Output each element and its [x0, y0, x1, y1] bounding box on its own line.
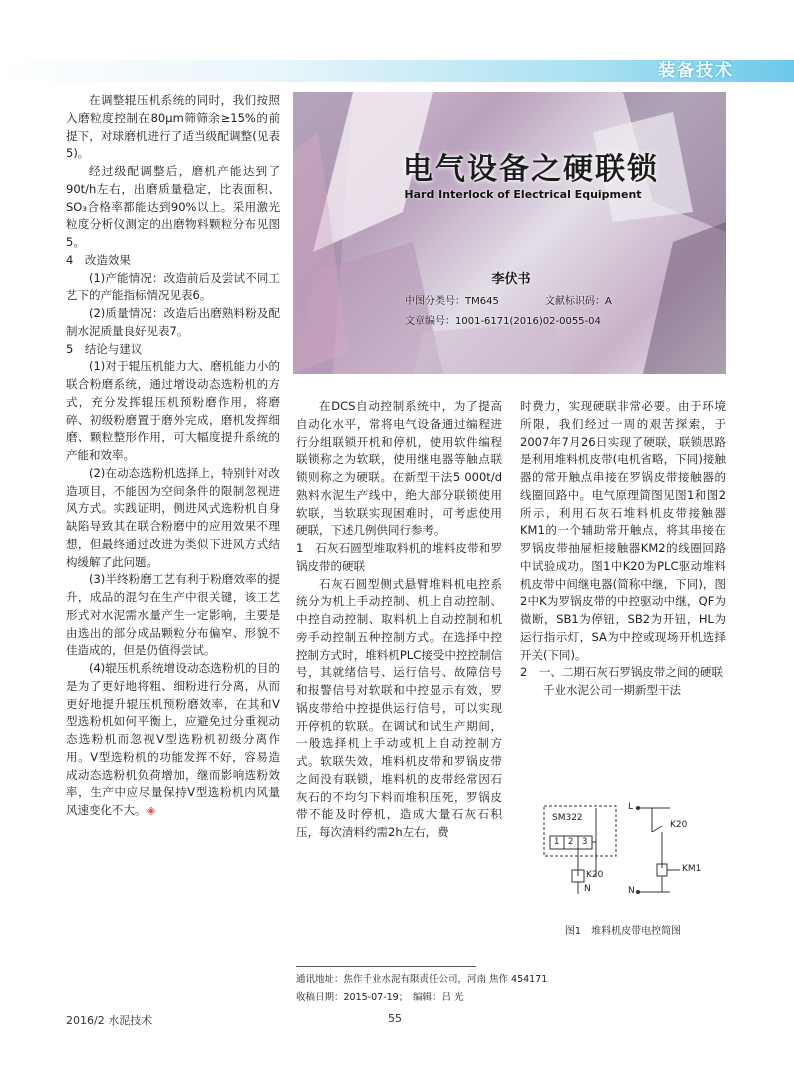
article-number: 文章编号：1001-6171(2016)02-0055-04 [405, 316, 601, 327]
end-diamond-icon: ◈ [146, 803, 156, 817]
footnote-divider [296, 966, 476, 967]
article-title: 电气设备之硬联锁 [403, 152, 659, 187]
paragraph: 石灰石圆型侧式悬臂堆料机电控系统分为机上手动控制、机上自动控制、中控自动控制、取料机上自动控制和机旁手动控制五种控制方式。在选择中控控制方式时，堆料机PLC接受中控控制信号，其就绪信号、运行信号、故障信号和报警信号对软联和中控显示有效，罗锅皮带给中控提供运行信号，可以实现开停机的软联。在调试和试生产期间，一般选择机上手动或机上自动控制方式。软联失效，堆料机皮带和罗锅皮带之间没有联锁，堆料机的皮带经常因石灰石的不均匀下料而堆积压死，罗锅皮带不能及时停机，造成大量石灰石积压，每次清料约需2h左右，费 [296, 576, 502, 839]
relay-coil-label: K20 [586, 870, 604, 880]
neutral-label: N [584, 884, 591, 894]
article-subtitle: Hard Interlock of Electrical Equipment [404, 188, 642, 201]
paragraph: (1)产能情况：改造前后及尝试不同工艺下的产能指标情况见表6。 [66, 270, 280, 303]
contactor-label: KM1 [682, 864, 702, 874]
neutral-label: N [628, 886, 635, 896]
paragraph: 在DCS自动控制系统中，为了提高自动化水平，常将电气设备通过编程进行分组联锁开机和停机，使用软件编程联锁称之为软联，使用继电器等触点联锁则称之为硬联。在新型干法5 000t/d熟料水泥生产线中，绝大部分联锁使用软联，当软联实现困难时，可考虑使用硬联，下述几例供同行参考。 [296, 399, 502, 538]
page-number: 55 [388, 1012, 402, 1025]
clc-number: 中图分类号：TM645 [405, 296, 499, 307]
terminal-1-label: 1 [554, 837, 560, 847]
figure-1 [520, 798, 726, 938]
paragraph: 在调整辊压机系统的同时，我们按照入磨粒度控制在80μm筛筛余≥15%的前提下，对球磨机进行了适当级配调整(见表5)。 [66, 93, 280, 161]
paragraph: (2)质量情况：改造后出磨熟料粉及配制水泥质量良好见表7。 [66, 306, 280, 338]
section-heading: 4 改造效果 [66, 252, 131, 267]
circuit-diagram [520, 798, 726, 918]
article-banner [293, 92, 726, 374]
plc-label: SM322 [552, 813, 583, 823]
paragraph: 经过级配调整后，磨机产能达到了90t/h左右，出磨质量稳定，比表面积、SO₃合格率都能达到90%以上。采用激光粒度分析仪测定的出磨物料颗粒分布见图5。 [66, 164, 280, 249]
paragraph: 千业水泥公司一期新型干法 [543, 683, 681, 697]
footnote-received: 收稿日期：2015-07-19； 编辑：吕 光 [296, 992, 464, 1003]
middle-column [296, 398, 502, 842]
relay-contact-label: K20 [670, 820, 688, 830]
footer-journal: 2016/2 水泥技术 [66, 1014, 153, 1027]
terminal-2-label: 2 [568, 837, 574, 847]
left-column [66, 92, 280, 820]
paragraph-text: (4)辊压机系统增设动态选粉机的目的是为了更好地将粗、细粉进行分离，从而更好地提升辊压机预粉磨效率，在其和V型选粉机如何平衡上，应避免过分重视动态选粉机而忽视V型选粉机初级分离作用。V型选粉机的功能发挥不好，容易造成动态选粉机负荷增加，继而影响选粉效率，生产中应尽量保持V型选粉机内风量风速变化不大。 [66, 661, 280, 817]
footnote-address: 通讯地址：焦作千业水泥有限责任公司，河南 焦作 454171 [296, 974, 548, 985]
section-heading: 1 石灰石圆型堆取料机的堆料皮带和罗锅皮带的硬联 [296, 541, 502, 573]
document-code: 文献标识码：A [545, 296, 612, 307]
abstract-background-graphic [293, 92, 726, 374]
section-heading: 5 结论与建议 [66, 341, 143, 356]
paragraph: (1)对于辊压机能力大、磨机能力小的联合粉磨系统，通过增设动态选粉机的方式，充分发挥辊压机预粉磨作用，将磨碎、初级粉磨置于磨外完成，磨机发挥细磨、颗粒整形作用，可大幅度提升系统的产能和效率。 [66, 359, 280, 462]
right-column [520, 398, 726, 700]
author: 李伏书 [491, 272, 531, 287]
paragraph [66, 660, 280, 820]
figure-caption: 图1 堆料机皮带电控简图 [564, 926, 682, 937]
section-heading: 2 一、二期石灰石罗锅皮带之间的硬联 [520, 665, 723, 680]
section-title: 装备技术 [658, 61, 734, 81]
paragraph: (2)在动态选粉机选择上，特别针对改造项目，不能因为空间条件的限制忽视进风方式。实践证明，侧进风式选粉机自身缺陷导致其在联合粉磨中的应用效果不理想，但最终通过改进为类似下进风方式结构缓解了此问题。 [66, 465, 280, 569]
line-label: L [628, 802, 634, 812]
paragraph: (3)半终粉磨工艺有利于粉磨效率的提升，成品的混匀在生产中很关键，该工艺形式对水泥需水量产生一定影响，主要是由选出的部分成品颗粒分布偏窄、形貌不佳造成的，但是仍值得尝试。 [66, 572, 280, 658]
terminal-3-label: 3 [582, 837, 588, 847]
paragraph: 时费力，实现硬联非常必要。由于环境所限，我们经过一周的艰苦探索，于2007年7月26日实现了硬联，联锁思路是利用堆料机皮带(电机省略，下同)接触器的常开触点串接在罗锅皮带接触器的线圈回路中。电气原理简图见图1和图2所示，利用石灰石堆料机皮带接触器KM1的一个辅助常开触点，将其串接在罗锅皮带抽屉柜接触器KM2的线圈回路中试验成功。图1中K20为PLC驱动堆料机皮带中间继电器(简称中继，下同)，图2中K为罗锅皮带的中控驱动中继，QF为微断，SB1为停钮，SB2为开钮，HL为运行指示灯，SA为中控或现场开机选择开关(下同)。 [520, 399, 726, 662]
